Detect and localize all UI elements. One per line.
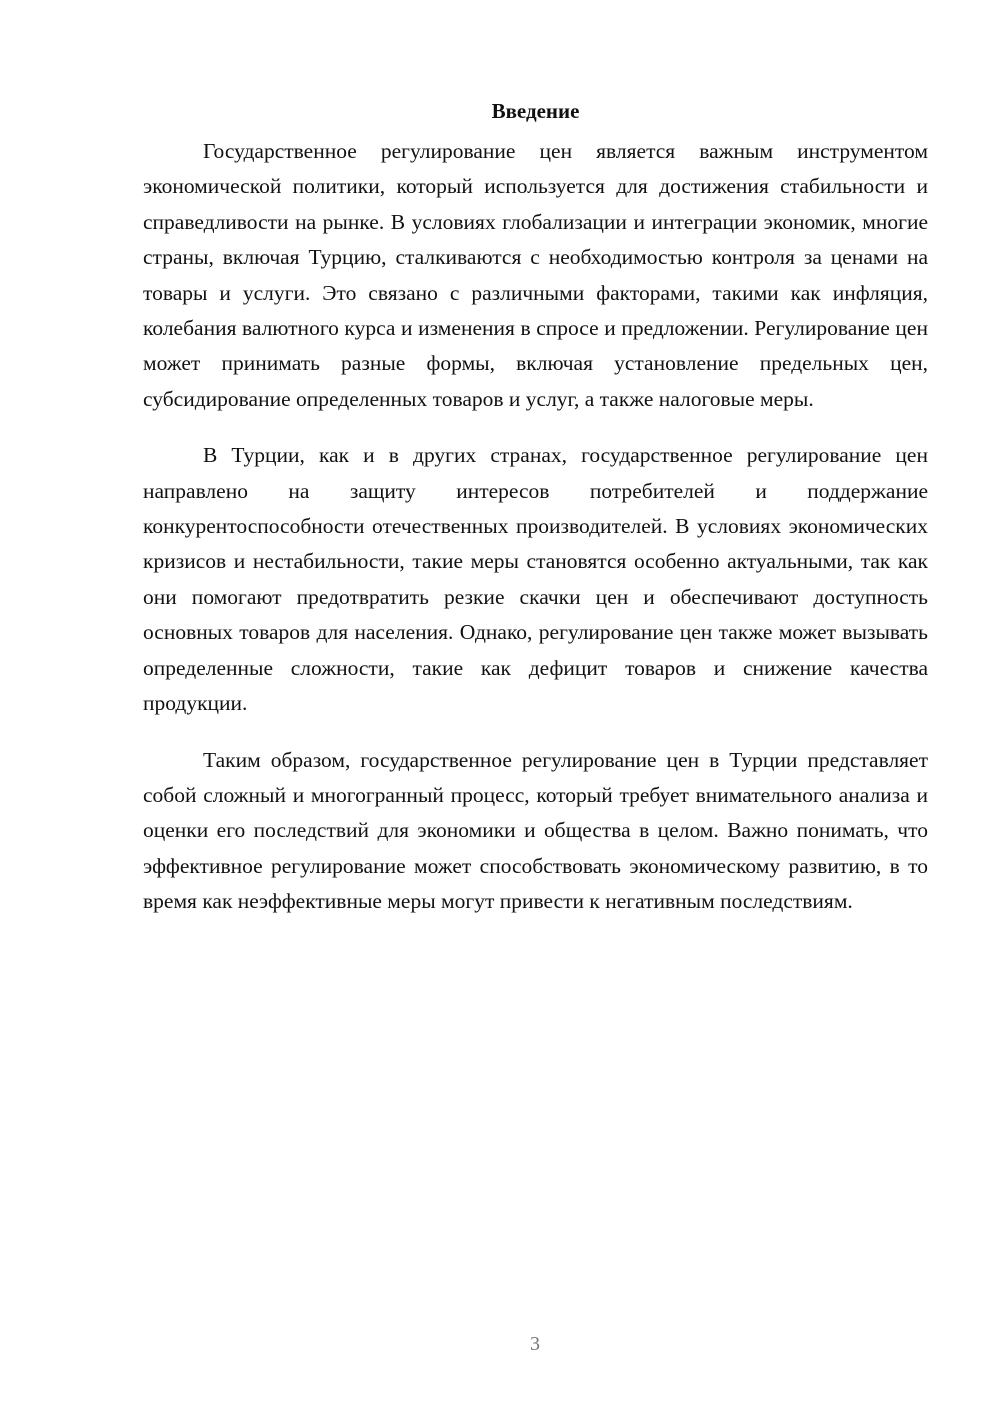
page-number: 3	[530, 1333, 540, 1355]
paragraph-3: Таким образом, государственное регулирование цен в Турции представляет собой сложный и многогранный процесс, который требует внимательного анализа и оценки его последствий для экономики и общества в целом. Важно понимать, что эффективное регулирование может способствовать экономическому развитию, в то время как неэффективные меры могут привести к негативным последствиям.	[143, 747, 928, 914]
page-content	[143, 96, 928, 920]
paragraph-2: В Турции, как и в других странах, государственное регулирование цен направлено на защиту интересов потребителей и поддержание конкурентоспособности отечественных производителей. В условиях экономических кризисов и нестабильности, такие меры становятся особенно актуальными, так как они помогают предотвратить резкие скачки цен и обеспечивают доступность основных товаров для населения. Однако, регулирование цен также может вызывать определенные сложности, такие как дефицит товаров и снижение качества продукции.	[143, 443, 928, 716]
section-heading: Введение	[491, 99, 580, 123]
paragraph-1: Государственное регулирование цен является важным инструментом экономической политики, который используется для достижения стабильности и справедливости на рынке. В условиях глобализации и интеграции экономик, многие страны, включая Турцию, сталкиваются с необходимостью контроля за ценами на товары и услуги. Это связано с различными факторами, такими как инфляция, колебания валютного курса и изменения в спросе и предложении. Регулирование цен может принимать разные формы, включая установление предельных цен, субсидирование определенных товаров и услуг, а также налоговые меры.	[143, 139, 928, 411]
